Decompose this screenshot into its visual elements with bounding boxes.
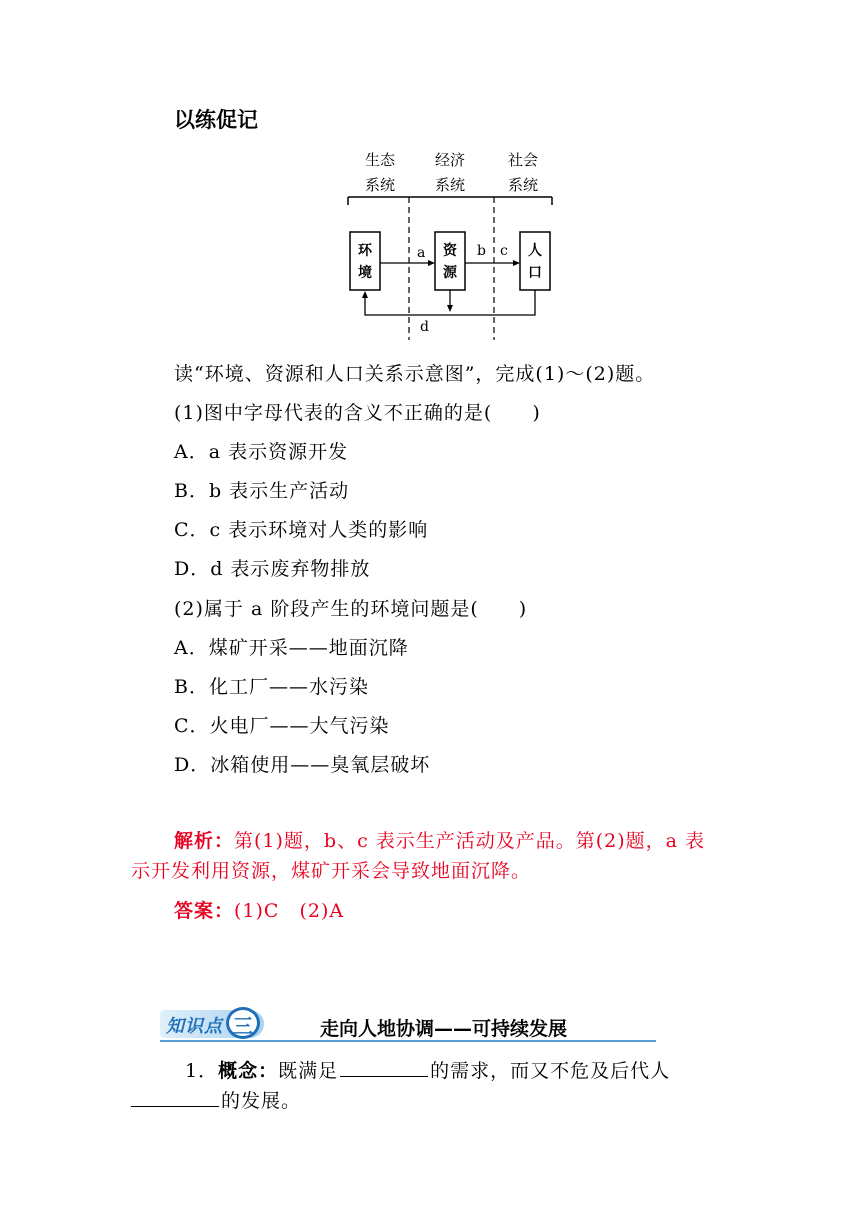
header-economy-line1: 经济 xyxy=(434,151,466,169)
header-society-line1: 社会 xyxy=(507,151,539,169)
box-environment-line1: 环 xyxy=(358,243,372,259)
analysis-text-1: 第(1)题，b、c 表示生产活动及产品。第(2)题，a 表 xyxy=(234,830,706,852)
concept-line2 xyxy=(131,1086,301,1113)
section-title: 走向人地协调——可持续发展 xyxy=(320,1018,568,1040)
blank-2[interactable] xyxy=(131,1088,219,1107)
concept-part1: 既满足 xyxy=(278,1060,339,1082)
analysis-line1 xyxy=(174,826,705,853)
box-resource-line2: 源 xyxy=(443,265,457,281)
box-population xyxy=(520,232,550,290)
header-ecology-line1: 生态 xyxy=(364,151,396,169)
arrow-bc-head xyxy=(513,260,520,266)
analysis-line2: 示开发利用资源，煤矿开采会导致地面沉降。 xyxy=(131,860,532,882)
badge-text: 知识点 xyxy=(166,1016,223,1037)
q1-option-b: B．b 表示生产活动 xyxy=(174,480,350,502)
relationship-diagram xyxy=(340,145,560,345)
badge-number: 三 xyxy=(226,1007,260,1039)
arrow-down-head xyxy=(447,305,453,312)
q2-option-a: A．煤矿开采——地面沉降 xyxy=(174,637,409,659)
header-ecology-line2: 系统 xyxy=(364,176,396,194)
q2-option-d: D．冰箱使用——臭氧层破坏 xyxy=(174,754,431,776)
label-d: d xyxy=(420,319,429,335)
knowledge-point-badge xyxy=(160,1010,264,1038)
box-environment-line2: 境 xyxy=(358,265,372,281)
answer-text: (1)C (2)A xyxy=(234,900,345,922)
q1-option-d: D．d 表示废弃物排放 xyxy=(174,558,371,580)
label-a: a xyxy=(417,245,426,261)
bracket-line xyxy=(348,197,552,205)
arrow-d-head xyxy=(362,291,368,298)
arrow-a-head xyxy=(428,260,435,266)
answer-label: 答案： xyxy=(174,900,235,922)
q1-stem: (1)图中字母代表的含义不正确的是( ) xyxy=(174,402,541,424)
label-b: b xyxy=(477,243,486,259)
q2-option-b: B．化工厂——水污染 xyxy=(174,676,369,698)
concept-part2: 的需求，而又不危及后代人 xyxy=(430,1060,671,1082)
knowledge-point-bar xyxy=(160,1010,656,1042)
section-heading: 以练促记 xyxy=(174,108,258,132)
q2-stem: (2)属于 a 阶段产生的环境问题是( ) xyxy=(174,598,528,620)
concept-prefix: 1． xyxy=(185,1060,219,1082)
concept-part3: 的发展。 xyxy=(221,1090,302,1112)
box-population-line2: 口 xyxy=(528,265,542,281)
box-resource-line1: 资 xyxy=(443,243,457,259)
analysis-label: 解析： xyxy=(174,830,235,852)
header-economy-line2: 系统 xyxy=(434,176,466,194)
question-intro: 读“环境、资源和人口关系示意图”，完成(1)～(2)题。 xyxy=(174,363,656,385)
q2-option-c: C．火电厂——大气污染 xyxy=(174,715,390,737)
q1-option-c: C．c 表示环境对人类的影响 xyxy=(174,519,429,541)
label-c: c xyxy=(500,243,508,259)
answer-line xyxy=(174,896,344,923)
box-resource xyxy=(435,232,465,290)
box-population-line1: 人 xyxy=(528,243,542,259)
box-environment xyxy=(350,232,380,290)
concept-line1 xyxy=(185,1056,670,1083)
blank-1[interactable] xyxy=(340,1058,428,1077)
header-society-line2: 系统 xyxy=(507,176,539,194)
q1-option-a: A．a 表示资源开发 xyxy=(174,441,349,463)
concept-label: 概念： xyxy=(218,1060,279,1082)
